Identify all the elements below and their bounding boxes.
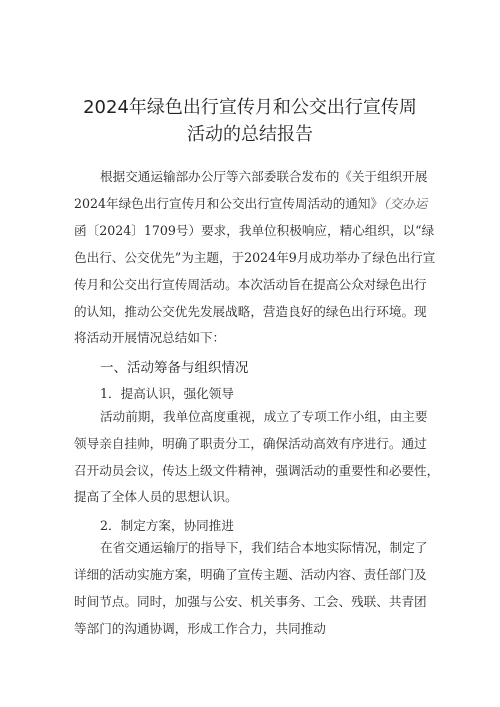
sub1-line-1: 活动前期，我单位高度重视，成立了专项工作小组，由主要 — [100, 409, 428, 424]
intro-line-1: 根据交通运输部办公厅等六部委联合发布的《关于组织开展 — [100, 169, 428, 184]
sub2-line-4: 等部门的沟通协调，形成工作合力，共同推动 — [74, 621, 326, 636]
intro-line-4: 色出行、公交优先”为主题，于2024年9月成功举办了绿色出行宣 — [74, 250, 436, 265]
document-title-line-1: 2024年绿色出行宣传月和公交出行宣传周 — [83, 97, 417, 118]
subsection-2-heading: 2．制定方案，协同推进 — [100, 518, 234, 533]
sub2-line-1: 在省交通运输厅的指导下，我们结合本地实际情况，制定了 — [100, 540, 428, 555]
intro-line-6: 的认知，推动公交优先发展战略，营造良好的绿色出行环境。现 — [74, 304, 427, 319]
intro-line-5: 传月和公交出行宣传周活动。本次活动旨在提高公众对绿色出行 — [74, 277, 427, 292]
sub1-line-4: 提高了全体人员的思想认识。 — [74, 489, 238, 504]
document-title-line-2: 活动的总结报告 — [187, 124, 313, 145]
intro-line-7: 将活动开展情况总结如下： — [74, 330, 226, 345]
intro-line-2 — [74, 198, 427, 211]
sub1-line-2: 领导亲自挂帅，明确了职责分工，确保活动高效有序进行。通过 — [74, 436, 427, 451]
intro-line-2-text: 2024年绿色出行宣传月和公交出行宣传周活动的通知》 — [74, 196, 384, 211]
section-1-heading: 一、活动筹备与组织情况 — [100, 360, 249, 376]
sub1-line-3: 召开动员会议，传达上级文件精神，强调活动的重要性和必要性， — [74, 463, 440, 478]
intro-line-3: 函〔2024〕1709号）要求，我单位积极响应，精心组织，以“绿 — [74, 223, 435, 238]
sub2-line-2: 详细的活动实施方案，明确了宣传主题、活动内容、责任部门及 — [74, 567, 427, 582]
sub2-line-3: 时间节点。同时，加强与公安、机关事务、工会、残联、共青团 — [74, 594, 427, 609]
intro-line-2-italic: （交办运 — [383, 196, 428, 211]
subsection-1-heading: 1．提高认识，强化领导 — [100, 386, 234, 401]
